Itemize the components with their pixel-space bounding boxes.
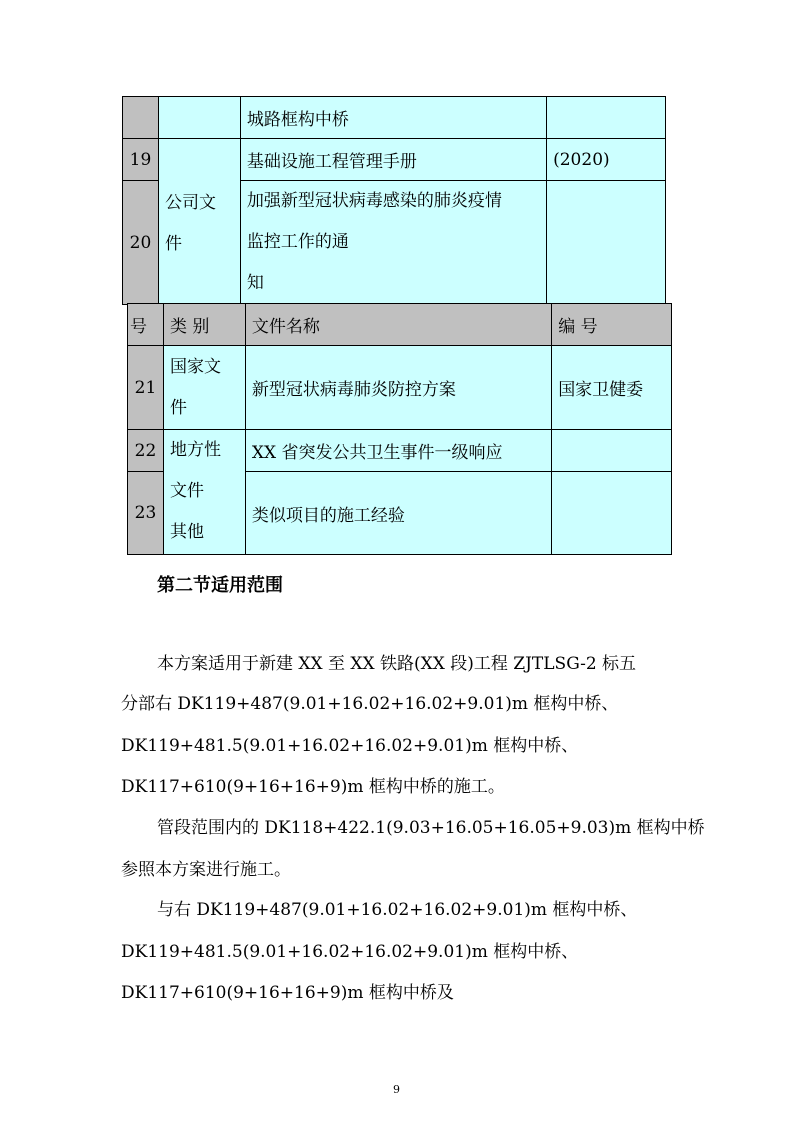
table-row <box>128 346 672 430</box>
category-cell <box>163 346 245 430</box>
code-cell: 国家卫健委 <box>552 346 672 430</box>
row-number-cell: 21 <box>128 346 164 430</box>
code-cell <box>552 430 672 472</box>
row-number-cell: 23 <box>128 472 164 555</box>
document-name-cell: 类似项目的施工经验 <box>245 472 551 555</box>
references-table <box>127 303 672 555</box>
paragraph-line: 分部右 DK119+487(9.01+16.02+16.02+9.01)m 框构中桥、 <box>121 694 619 714</box>
table-header-row <box>128 304 672 346</box>
category-line: 件 <box>164 234 182 254</box>
code-cell: (2020) <box>547 139 666 181</box>
header-category: 类 别 <box>163 304 245 346</box>
category-line: 文件 <box>169 481 204 501</box>
references-table-continued <box>122 96 666 305</box>
code-cell <box>547 97 666 139</box>
paragraph-line: 参照本方案进行施工。 <box>121 860 291 880</box>
document-name-cell: 基础设施工程管理手册 <box>240 139 546 181</box>
row-number-cell <box>123 97 159 139</box>
row-number-cell: 22 <box>128 430 164 472</box>
code-cell <box>552 472 672 555</box>
category-cell <box>158 97 240 139</box>
paragraph-line: 与右 DK119+487(9.01+16.02+16.02+9.01)m 框构中桥、 <box>157 900 638 920</box>
row-number-cell: 20 <box>123 181 159 305</box>
paragraph-line: DK117+610(9+16+16+9)m 框构中桥及 <box>121 983 454 1003</box>
paragraph-line: DK119+481.5(9.01+16.02+16.02+9.01)m 框构中桥、 <box>121 736 579 756</box>
category-line: 其他 <box>169 522 204 542</box>
category-line: 国家文 <box>169 356 221 377</box>
page-number: 9 <box>393 1083 400 1096</box>
table-row <box>123 97 666 139</box>
name-line: 加强新型冠状病毒感染的肺炎疫情 <box>246 191 502 211</box>
name-line: 知 <box>246 273 264 293</box>
category-line: 件 <box>169 397 187 418</box>
header-number: 号 <box>128 304 164 346</box>
document-name-cell: 城路框构中桥 <box>240 97 546 139</box>
category-cell <box>158 139 240 305</box>
paragraph-line: DK117+610(9+16+16+9)m 框构中桥的施工。 <box>121 777 505 797</box>
row-number-cell: 19 <box>123 139 159 181</box>
table-row <box>123 139 666 181</box>
document-name-cell: XX 省突发公共卫生事件一级响应 <box>245 430 551 472</box>
code-cell <box>547 181 666 305</box>
section-title: 第二节适用范围 <box>157 575 283 596</box>
paragraph-line: DK119+481.5(9.01+16.02+16.02+9.01)m 框构中桥、 <box>121 942 579 962</box>
header-document-name: 文件名称 <box>245 304 551 346</box>
paragraph-line: 管段范围内的 DK118+422.1(9.03+16.05+16.05+9.03)m 框构中桥 <box>157 818 705 838</box>
category-cell <box>163 430 245 555</box>
header-code: 编 号 <box>552 304 672 346</box>
table-row <box>128 430 672 472</box>
document-name-cell: 新型冠状病毒肺炎防控方案 <box>245 346 551 430</box>
name-line: 监控工作的通 <box>246 232 349 252</box>
category-line: 公司文 <box>164 193 216 213</box>
paragraph-line: 本方案适用于新建 XX 至 XX 铁路(XX 段)工程 ZJTLSG-2 标五 <box>157 654 637 674</box>
category-line: 地方性 <box>169 440 221 460</box>
document-name-cell <box>240 181 546 305</box>
